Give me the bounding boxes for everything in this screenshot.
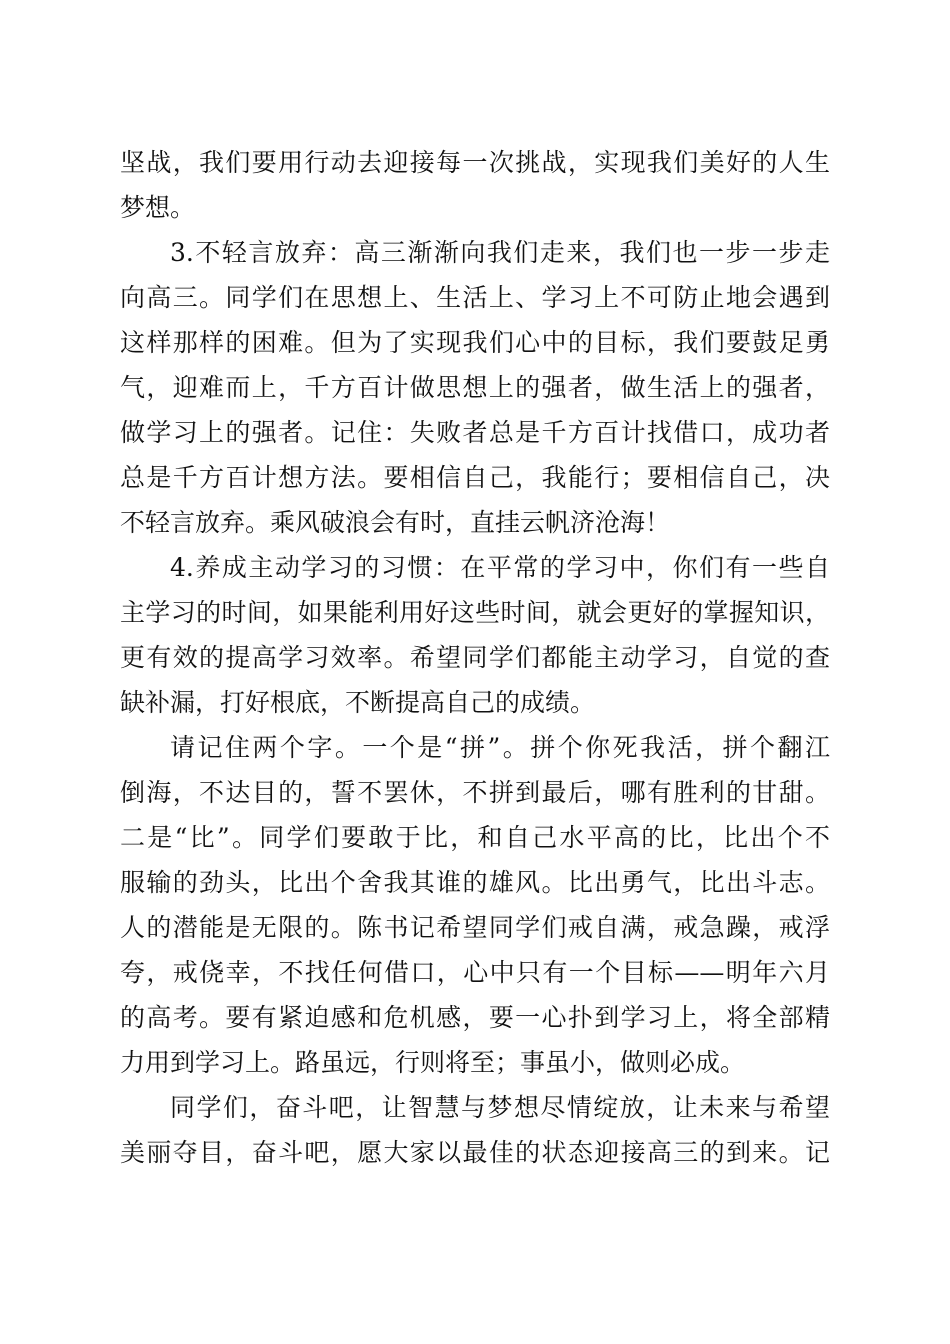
text-line: 美丽夺目，奋斗吧，愿大家以最佳的状态迎接高三的到来。记 [120, 1138, 830, 1167]
text-line: 这样那样的困难。但为了实现我们心中的目标，我们要鼓足勇 [120, 328, 830, 357]
paragraph [120, 545, 830, 725]
text-line: 主学习的时间，如果能利用好这些时间，就会更好的掌握知识， [120, 598, 830, 627]
text-line: 力用到学习上。路虽远，行则将至；事虽小，做则必成。 [120, 1048, 746, 1077]
text-line: 的高考。要有紧迫感和危机感，要一心扑到学习上，将全部精 [120, 1003, 830, 1032]
paragraph [120, 230, 830, 545]
text-line: 倒海，不达目的，誓不罢休，不拼到最后，哪有胜利的甘甜。 [120, 778, 830, 807]
text-line: 坚战，我们要用行动去迎接每一次挑战，实现我们美好的人生 [120, 148, 830, 177]
text-line: 做学习上的强者。记住：失败者总是千方百计找借口，成功者 [120, 418, 830, 447]
text-line: 更有效的提高学习效率。希望同学们都能主动学习，自觉的查 [120, 643, 830, 672]
text-line: 缺补漏，打好根底，不断提高自己的成绩。 [120, 688, 596, 717]
text-line: 气，迎难而上，千方百计做思想上的强者，做生活上的强者， [120, 373, 830, 402]
text-line: 服输的劲头，比出个舍我其谁的雄风。比出勇气，比出斗志。 [120, 868, 830, 897]
paragraph [120, 1085, 830, 1175]
paragraph [120, 140, 830, 230]
text-line: 4.养成主动学习的习惯：在平常的学习中，你们有一些自 [170, 553, 830, 582]
text-line: 二是“比”。同学们要敢于比，和自己水平高的比，比出个不 [120, 823, 830, 852]
text-line: 向高三。同学们在思想上、生活上、学习上不可防止地会遇到 [120, 283, 830, 312]
text-line: 3.不轻言放弃：高三渐渐向我们走来，我们也一步一步走 [170, 238, 830, 267]
text-line: 请记住两个字。一个是“拼”。拼个你死我活，拼个翻江 [170, 733, 830, 762]
text-line: 人的潜能是无限的。陈书记希望同学们戒自满，戒急躁，戒浮 [120, 913, 830, 942]
text-line: 同学们，奋斗吧，让智慧与梦想尽情绽放，让未来与希望 [170, 1093, 830, 1122]
paragraph [120, 725, 830, 1085]
text-line: 梦想。 [120, 193, 196, 222]
text-line: 不轻言放弃。乘风破浪会有时，直挂云帆济沧海！ [120, 508, 671, 537]
text-line: 夸，戒侥幸，不找任何借口，心中只有一个目标——明年六月 [120, 958, 830, 987]
text-line: 总是千方百计想方法。要相信自己，我能行；要相信自己，决 [120, 463, 830, 492]
body-text [120, 140, 830, 1175]
